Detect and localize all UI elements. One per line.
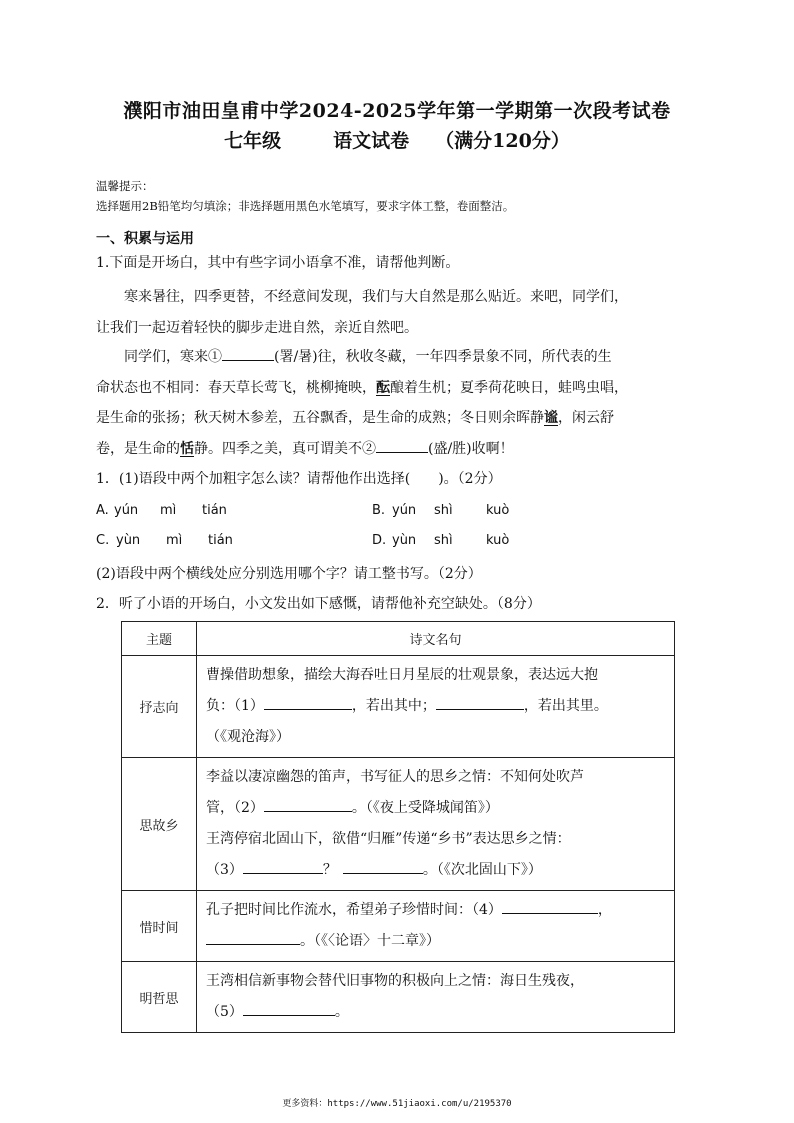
table-row bbox=[122, 891, 675, 962]
p1-line-2: 让我们一起迈着轻快的脚步走进自然，亲近自然吧。 bbox=[96, 319, 418, 336]
bold-char-3: 恬 bbox=[180, 440, 194, 457]
section-title: 一、积累与运用 bbox=[96, 231, 194, 247]
score-label: （满分120分） bbox=[435, 130, 570, 152]
table-header-row bbox=[122, 622, 675, 656]
blank-7[interactable] bbox=[343, 859, 423, 874]
p2-line-2a: 命状态也不相同：春天草长莺飞，桃柳掩映， bbox=[96, 379, 376, 396]
subject-label: 语文试卷 bbox=[333, 130, 410, 152]
col-header-topic: 主题 bbox=[122, 622, 197, 656]
p2-line-1a: 同学们，寒来① bbox=[124, 349, 222, 365]
tips-label: 温馨提示： bbox=[96, 179, 154, 193]
row-topic: 思故乡 bbox=[122, 758, 197, 891]
p2-line-3b: ，闲云舒 bbox=[558, 410, 614, 426]
poem-table bbox=[121, 621, 675, 1033]
q1-intro: 1.下面是开场白，其中有些字词小语拿不准，请帮他判断。 bbox=[96, 255, 460, 271]
blank-5[interactable] bbox=[264, 797, 352, 812]
blank-9[interactable] bbox=[206, 930, 300, 945]
q2-intro: 2．听了小语的开场白，小文发出如下感慨，请帮他补充空缺处。（8分） bbox=[96, 596, 541, 612]
row-topic: 惜时间 bbox=[122, 891, 197, 962]
row-content: 曹操借助想象，描绘大海吞吐日月星辰的壮观景象，表达远大抱 负：（1） ，若出其中； ，若出其里。 （《观沧海》） bbox=[197, 656, 675, 758]
row-content: 李益以凄凉幽怨的笛声，书写征人的思乡之情：不知何处吹芦 管，（2） 。（《夜上受降城闻笛》） 王湾停宿北固山下，欲借“归雁”传递“乡书”表达思乡之情： （3） ？ 。（《次北固山下》） bbox=[197, 758, 675, 891]
q1-paragraph-1 bbox=[96, 282, 698, 343]
option-d[interactable]: D. yùn shì kuò bbox=[372, 533, 510, 548]
tips-text: 选择题用2B铅笔均匀填涂；非选择题用黑色水笔填写，要求字体工整，卷面整洁。 bbox=[96, 199, 515, 213]
footer-link[interactable]: 更多资料：https://www.51jiaoxi.com/u/2195370 bbox=[282, 1099, 512, 1109]
row-content: 王湾相信新事物会替代旧事物的积极向上之情：海日生残夜， （5） 。 bbox=[197, 962, 675, 1033]
p2-line-4a: 卷，是生命的 bbox=[96, 440, 180, 457]
exam-subtitle bbox=[0, 126, 794, 153]
p2-line-4b: 静。四季之美，真可谓美不② bbox=[194, 440, 376, 457]
q1-paragraph-2 bbox=[96, 342, 698, 464]
p2-line-1b: (署/暑)往，秋收冬藏，一年四季景象不同，所代表的生 bbox=[274, 349, 612, 365]
table-row bbox=[122, 962, 675, 1033]
p2-line-3a: 是生命的张扬；秋天树木参差，五谷飘香，是生命的成熟；冬日则余晖静 bbox=[96, 410, 544, 426]
p2-line-2b: 酿着生机；夏季荷花映日，蛙鸣虫唱， bbox=[390, 379, 628, 396]
option-b[interactable]: B. yún shì kuò bbox=[372, 503, 510, 518]
blank-3[interactable] bbox=[264, 695, 352, 710]
exam-title: 濮阳市油田皇甫中学2024-2025学年第一学期第一次段考试卷 bbox=[123, 100, 671, 122]
option-a[interactable]: A. yún mì tián bbox=[96, 503, 227, 518]
table-row bbox=[122, 758, 675, 891]
blank-4[interactable] bbox=[436, 695, 524, 710]
blank-8[interactable] bbox=[502, 899, 598, 914]
bold-char-1: 酝 bbox=[376, 379, 390, 396]
grade-label: 七年级 bbox=[224, 130, 282, 152]
blank-6[interactable] bbox=[243, 859, 323, 874]
p1-line-1: 寒来暑往，四季更替，不经意间发现，我们与大自然是那么贴近。来吧，同学们， bbox=[124, 289, 628, 305]
bold-char-2: 谧 bbox=[544, 410, 558, 426]
blank-10[interactable] bbox=[243, 1001, 335, 1016]
row-topic: 明哲思 bbox=[122, 962, 197, 1033]
blank-2[interactable] bbox=[376, 438, 428, 453]
blank-1[interactable] bbox=[222, 346, 274, 361]
q1-sub2: (2)语段中两个横线处应分别选用哪个字？请工整书写。（2分） bbox=[96, 566, 482, 582]
p2-line-4c: (盛/胜)收啊！ bbox=[428, 440, 514, 457]
option-c[interactable]: C. yùn mì tián bbox=[96, 533, 233, 548]
tips-block bbox=[96, 176, 514, 216]
row-content: 孔子把时间比作流水，希望弟子珍惜时间：（4） ， 。（《〈论语〉十二章》） bbox=[197, 891, 675, 962]
q1-sub1: 1．(1)语段中两个加粗字怎么读？请帮他作出选择( )。（2分） bbox=[96, 471, 502, 487]
row-topic: 抒志向 bbox=[122, 656, 197, 758]
col-header-poem: 诗文名句 bbox=[197, 622, 675, 656]
table-row bbox=[122, 656, 675, 758]
